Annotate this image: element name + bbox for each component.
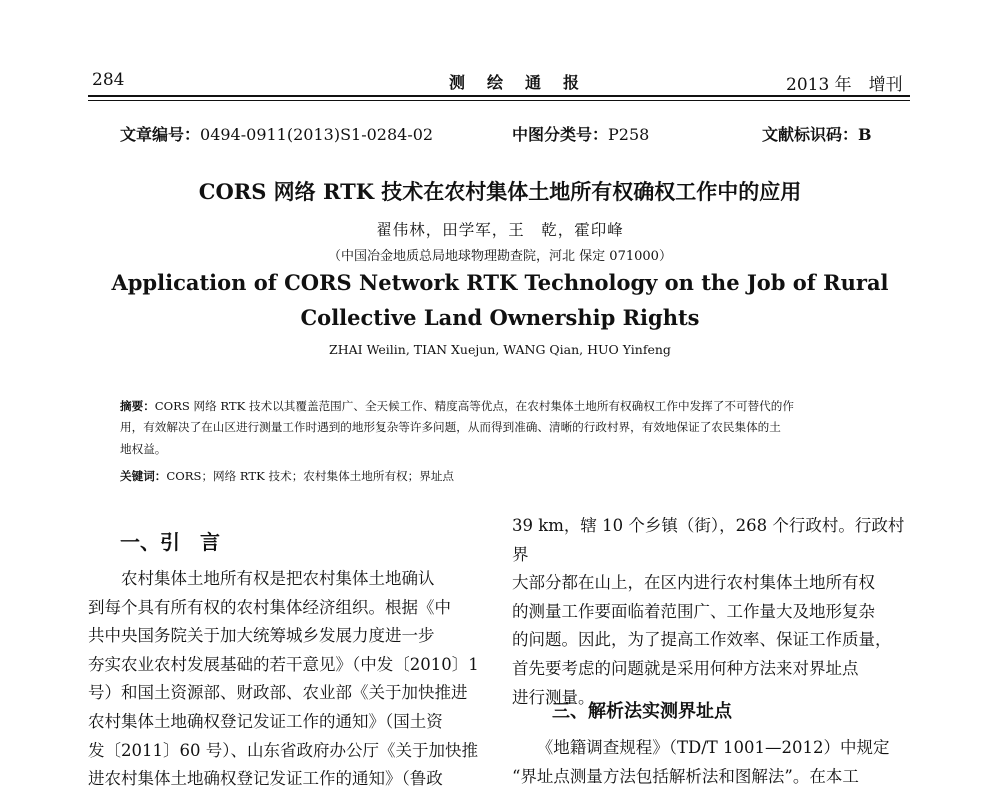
section1-line: 号）和国土资源部、财政部、农业部《关于加快推进 [88, 683, 468, 703]
keywords [120, 468, 454, 484]
title-zh: CORS 网络 RTK 技术在农村集体土地所有权确权工作中的应用 [198, 179, 802, 204]
clc-number [512, 122, 649, 145]
authors-en: ZHAI Weilin, TIAN Xuejun, WANG Qian, HUO Yinfeng [329, 342, 671, 357]
section1-line: 到每个具有所有权的农村集体经济组织。根据《中 [88, 597, 451, 617]
header-rule-secondary [88, 100, 910, 101]
title-en-line2: Collective Land Ownership Rights [300, 305, 700, 330]
abstract-line-2: 用，有效解决了在山区进行测量工作时遇到的地形复杂等许多问题，从而得到准确、清晰的行政村界，有效地保证了农民集体的土 [120, 420, 781, 434]
section1-line: 进农村集体土地确权登记发证工作的通知》（鲁政 [88, 769, 443, 789]
section1-line: 共中央国务院关于加大统筹城乡发展力度进一步 [88, 626, 435, 646]
section1-line: 农村集体土地确权登记发证工作的通知》（国土资 [88, 711, 443, 731]
article-id-label: 文章编号： [120, 125, 201, 144]
title-en-line1: Application of CORS Network RTK Technology on the Job of Rural [111, 270, 889, 295]
right-column-line: 的问题。因此，为了提高工作效率、保证工作质量， [512, 630, 892, 650]
article-id [120, 122, 433, 145]
abstract-line-3: 地权益。 [120, 442, 167, 456]
abstract-label: 摘要： [120, 399, 155, 413]
doc-code-value: B [858, 125, 872, 144]
section3-line: 《地籍调查规程》（TD/T 1001—2012）中规定 [512, 738, 890, 757]
right-column-line: 的测量工作要面临着范围广、工作量大及地形复杂 [512, 601, 875, 621]
section1-line: 夯实农业农村发展基础的若干意见》（中发〔2010〕1 [88, 654, 479, 674]
article-id-value: 0494-0911(2013)S1-0284-02 [200, 125, 434, 144]
section1-line: 发〔2011〕60 号）、山东省政府办公厅《关于加快推 [88, 740, 478, 760]
doc-code-label: 文献标识码： [762, 125, 859, 144]
right-column-line: 39 km，辖 10 个乡镇（街），268 个行政村。行政村界 [512, 516, 905, 564]
affiliation-zh: （中国冶金地质总局地球物理勘查院，河北 保定 071000） [328, 249, 672, 264]
right-column-line: 大部分都在山上，在区内进行农村集体土地所有权 [512, 573, 875, 593]
issue-info: 2013 年 增刊 [786, 75, 903, 95]
clc-label: 中图分类号： [512, 125, 609, 144]
section3-line: “界址点测量方法包括解析法和图解法”。在本工 [512, 766, 859, 786]
clc-value: P258 [608, 125, 650, 144]
page-number: 284 [92, 70, 125, 90]
section1-body [88, 565, 488, 794]
right-column-line: 首先要考虑的问题就是采用何种方法来对界址点 [512, 658, 859, 678]
journal-name: 测 绘 通 报 [449, 73, 583, 92]
keywords-label: 关键词： [120, 469, 167, 483]
right-column-body [512, 512, 912, 712]
section3-heading: 三、解析法实测界址点 [552, 701, 732, 722]
abstract-text-1: CORS 网络 RTK 技术以其覆盖范围广、全天候工作、精度高等优点，在农村集体土地所有权确权工作中发挥了不可替代的作 [154, 399, 794, 413]
right-column-line: 进行测量。 [512, 687, 595, 707]
header-rule [88, 95, 910, 97]
abstract-line-1 [120, 398, 794, 414]
keywords-text: CORS；网络 RTK 技术；农村集体土地所有权；界址点 [166, 469, 455, 483]
document-code [762, 122, 872, 145]
section1-heading: 一、引 言 [120, 530, 220, 554]
section3-body [512, 734, 912, 791]
authors-zh: 翟伟林，田学军，王 乾，霍印峰 [376, 221, 624, 239]
section1-line: 农村集体土地所有权是把农村集体土地确认 [88, 569, 435, 588]
